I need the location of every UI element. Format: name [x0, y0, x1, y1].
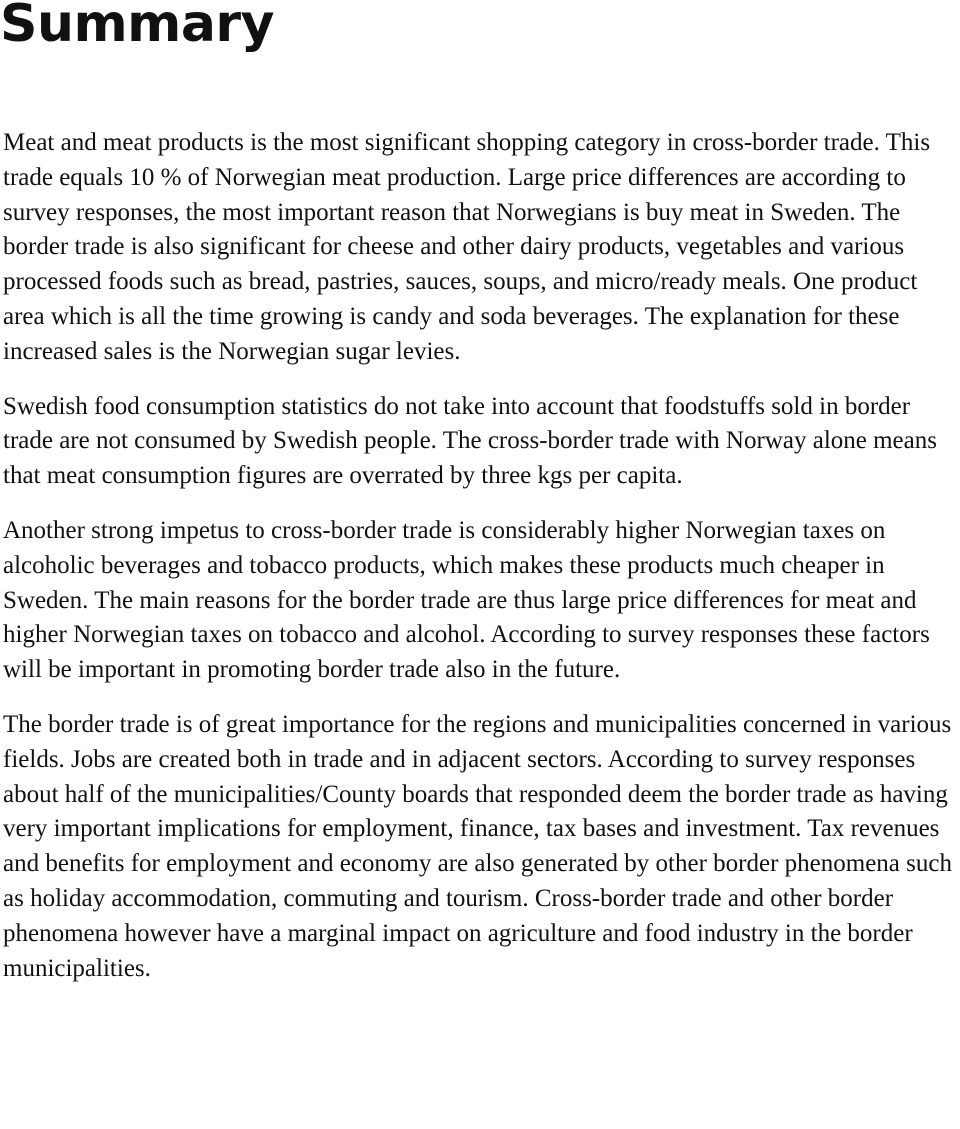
paragraph-regional-importance: The border trade is of great importance for the regions and municipalities concerned in various fields. Jobs are created both in trade and in adjacent sectors. According to survey responses about half of the municipalities/County boards that responded deem the border trade as having very important implications for employment, finance, tax bases and investment. Tax revenues and benefits for employment and economy are also generated by other border phenomena such as holiday accommodation, commuting and tourism. Cross-border trade and other border phenomena however have a marginal impact on agriculture and food industry in the border municipalities.	[3, 710, 952, 982]
page-title: Summary	[0, 0, 274, 54]
paragraph-consumption-statistics: Swedish food consumption statistics do not take into account that foodstuffs sold in border trade are not consumed by Swedish people. The cross-border trade with Norway alone means that meat consumption figures are overrated by three kgs per capita.	[3, 392, 937, 490]
paragraph-meat-products: Meat and meat products is the most significant shopping category in cross-border trade. This trade equals 10 % of Norwegian meat production. Large price differences are according to survey responses, the most important reason that Norwegians is buy meat in Sweden. The border trade is also significant for cheese and other dairy products, vegetables and various processed foods such as bread, pastries, sauces, soups, and micro/ready meals. One product area which is all the time growing is candy and soda beverages. The explanation for these increased sales is the Norwegian sugar levies.	[3, 129, 931, 365]
summary-body	[3, 126, 957, 1006]
paragraph-taxes-alcohol-tobacco: Another strong impetus to cross-border trade is considerably higher Norwegian taxes on alcoholic beverages and tobacco products, which makes these products much cheaper in Sweden. The main reasons for the border trade are thus large price differences for meat and higher Norwegian taxes on tobacco and alcohol. According to survey responses these factors will be important in promoting border trade also in the future.	[3, 516, 930, 684]
